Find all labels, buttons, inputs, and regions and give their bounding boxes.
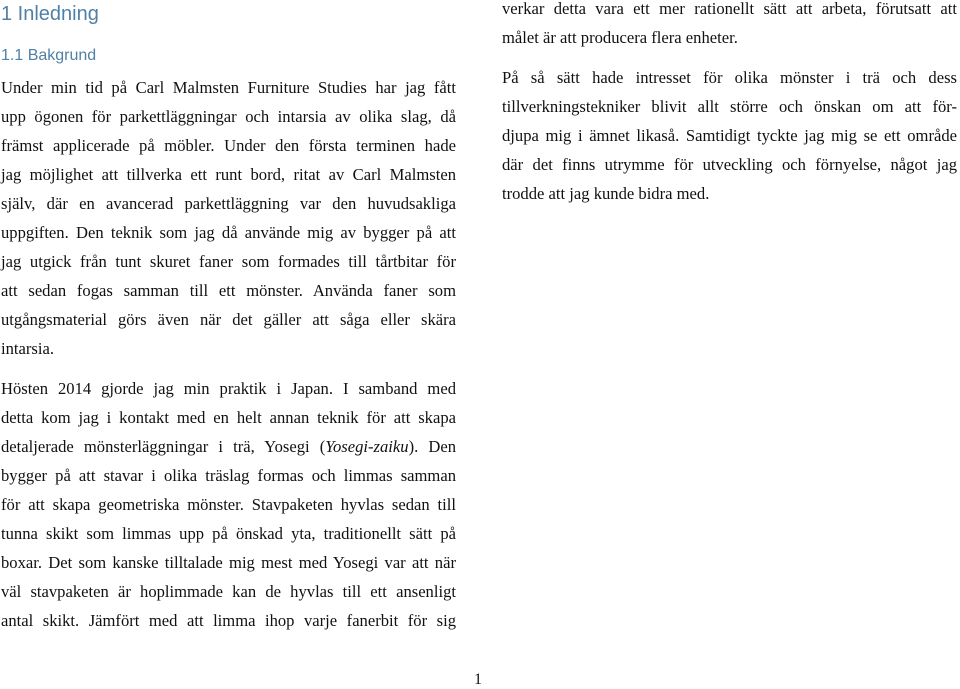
text-line: uppgiften. Den teknik som jag då använde mig av bygger på att [1, 223, 456, 242]
text-line: bygger på att stavar i olika träslag formas och limmas samman [1, 466, 456, 485]
text-line: jag utgick från tunt skuret faner som formades till tårtbitar för [1, 252, 456, 271]
text-line: målet är att producera flera enheter. [502, 28, 738, 47]
text-line: Under min tid på Carl Malmsten Furniture Studies har jag fått [1, 78, 456, 97]
text-line: för att skapa geometriska mönster. Stavpaketen hyvlas sedan till [1, 495, 456, 514]
text-line: antal skikt. Jämfört med att limma ihop varje fanerbit för sig [1, 611, 456, 630]
chapter-heading: 1 Inledning [1, 3, 99, 25]
paragraph-japan [1, 374, 456, 635]
text-line: Hösten 2014 gjorde jag min praktik i Japan. I samband med [1, 379, 456, 398]
text-line: detta kom jag i kontakt med en helt annan teknik för att skapa [1, 408, 456, 427]
text-line: främst applicerade på möbler. Under den första terminen hade [1, 136, 456, 155]
paragraph-continued [502, 0, 957, 52]
text-line: verkar detta vara ett mer rationellt sätt att arbeta, förutsatt att [502, 0, 957, 18]
right-column [502, 0, 957, 208]
text-line: själv, där en avancerad parkettläggning var den huvudsakliga [1, 194, 456, 213]
text-line: att sedan fogas samman till ett mönster. Använda faner som [1, 281, 456, 300]
paragraph-interest [502, 63, 957, 208]
page-number: 1 [474, 671, 482, 688]
text-line: intarsia. [1, 339, 54, 358]
text-line: djupa mig i ämnet likaså. Samtidigt tyckte jag mig se ett område [502, 126, 957, 145]
text-line: upp ögonen för parkettläggningar och intarsia av olika slag, då [1, 107, 456, 126]
text-line: boxar. Det som kanske tilltalade mig mest med Yosegi var att när [1, 553, 456, 572]
left-column [1, 73, 456, 635]
text-line: tunna skikt som limmas upp på önskad yta, traditionellt sätt på [1, 524, 456, 543]
text-line: där det finns utrymme för utveckling och förnyelse, något jag [502, 155, 957, 174]
text-line: jag möjlighet att tillverka ett runt bord, ritat av Carl Malmsten [1, 165, 456, 184]
text-line: utgångsmaterial görs även när det gäller att såga eller skära [1, 310, 456, 329]
text-segment: ). Den [408, 437, 456, 456]
text-line: väl stavpaketen är hoplimmade kan de hyvlas till ett ansenligt [1, 582, 456, 601]
text-segment: detaljerade mönsterläggningar i trä, Yosegi ( [1, 437, 326, 456]
text-line: trodde att jag kunde bidra med. [502, 184, 710, 203]
section-heading: 1.1 Bakgrund [1, 47, 97, 64]
text-line [1, 432, 456, 461]
text-line: På så sätt hade intresset för olika mönster i trä och dess [502, 68, 957, 87]
text-line: tillverkningstekniker blivit allt större och önskan om att för- [502, 97, 957, 116]
italic-term: Yosegi-zaiku [325, 437, 409, 456]
paragraph-background [1, 73, 456, 363]
